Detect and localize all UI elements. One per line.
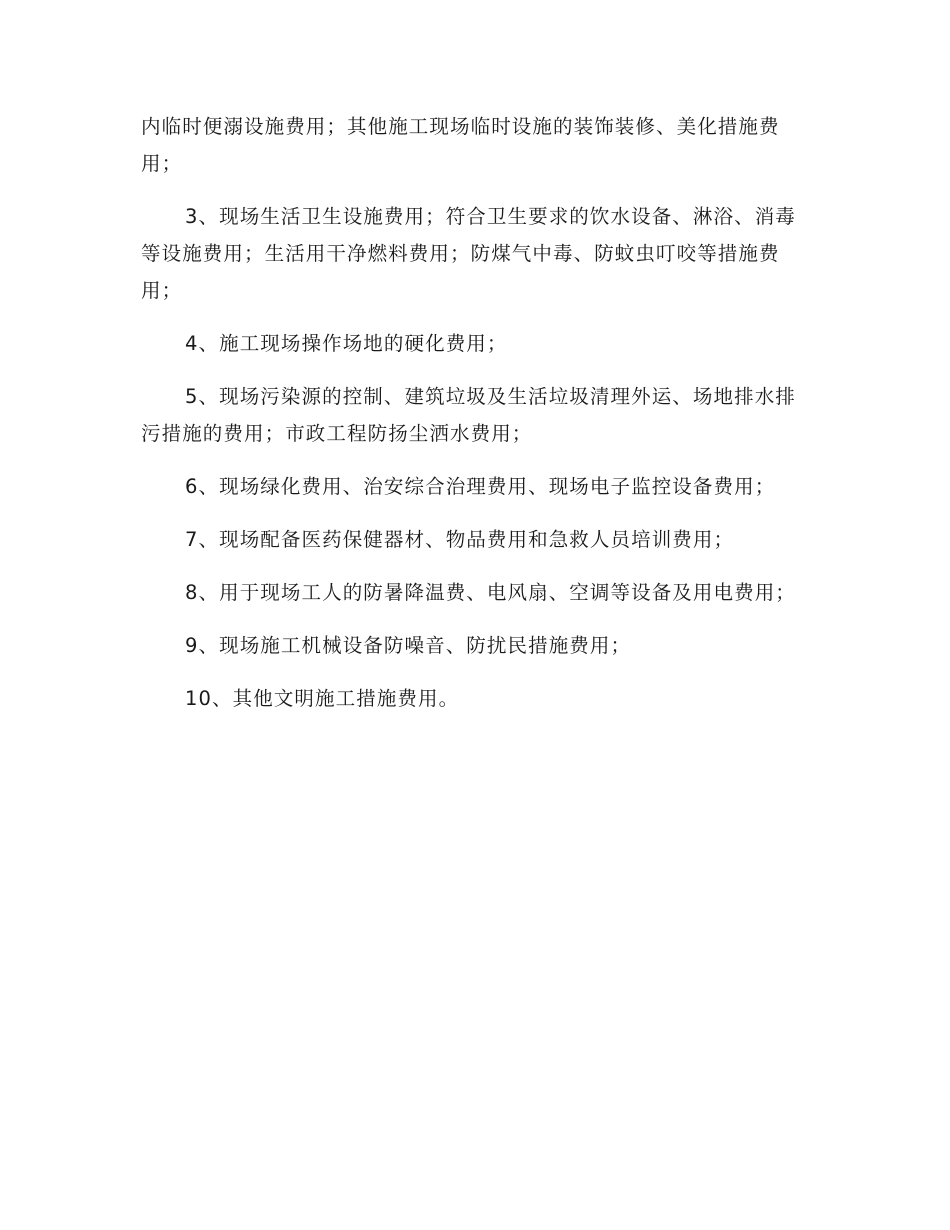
paragraph-item-8: 8、用于现场工人的防暑降温费、电风扇、空调等设备及用电费用； xyxy=(185,581,796,604)
document-body xyxy=(141,108,809,733)
paragraph-item-4: 4、施工现场操作场地的硬化费用； xyxy=(185,332,508,355)
paragraph-item-3: 3、现场生活卫生设施费用；符合卫生要求的饮水设备、淋浴、消毒等设施费用；生活用干净燃料费用；防煤气中毒、防蚊虫叮咬等措施费用； xyxy=(141,205,796,302)
paragraph-item-10: 10、其他文明施工措施费用。 xyxy=(185,687,460,710)
paragraph-item-5: 5、现场污染源的控制、建筑垃圾及生活垃圾清理外运、场地排水排污措施的费用；市政工程防扬尘洒水费用； xyxy=(141,385,796,445)
paragraph-continuation: 内临时便溺设施费用；其他施工现场临时设施的装饰装修、美化措施费用； xyxy=(141,115,780,175)
paragraph-item-9: 9、现场施工机械设备防噪音、防扰民措施费用； xyxy=(185,634,632,657)
paragraph-item-6: 6、现场绿化费用、治安综合治理费用、现场电子监控设备费用； xyxy=(185,475,776,498)
paragraph-item-7: 7、现场配备医药保健器材、物品费用和急救人员培训费用； xyxy=(185,528,735,551)
